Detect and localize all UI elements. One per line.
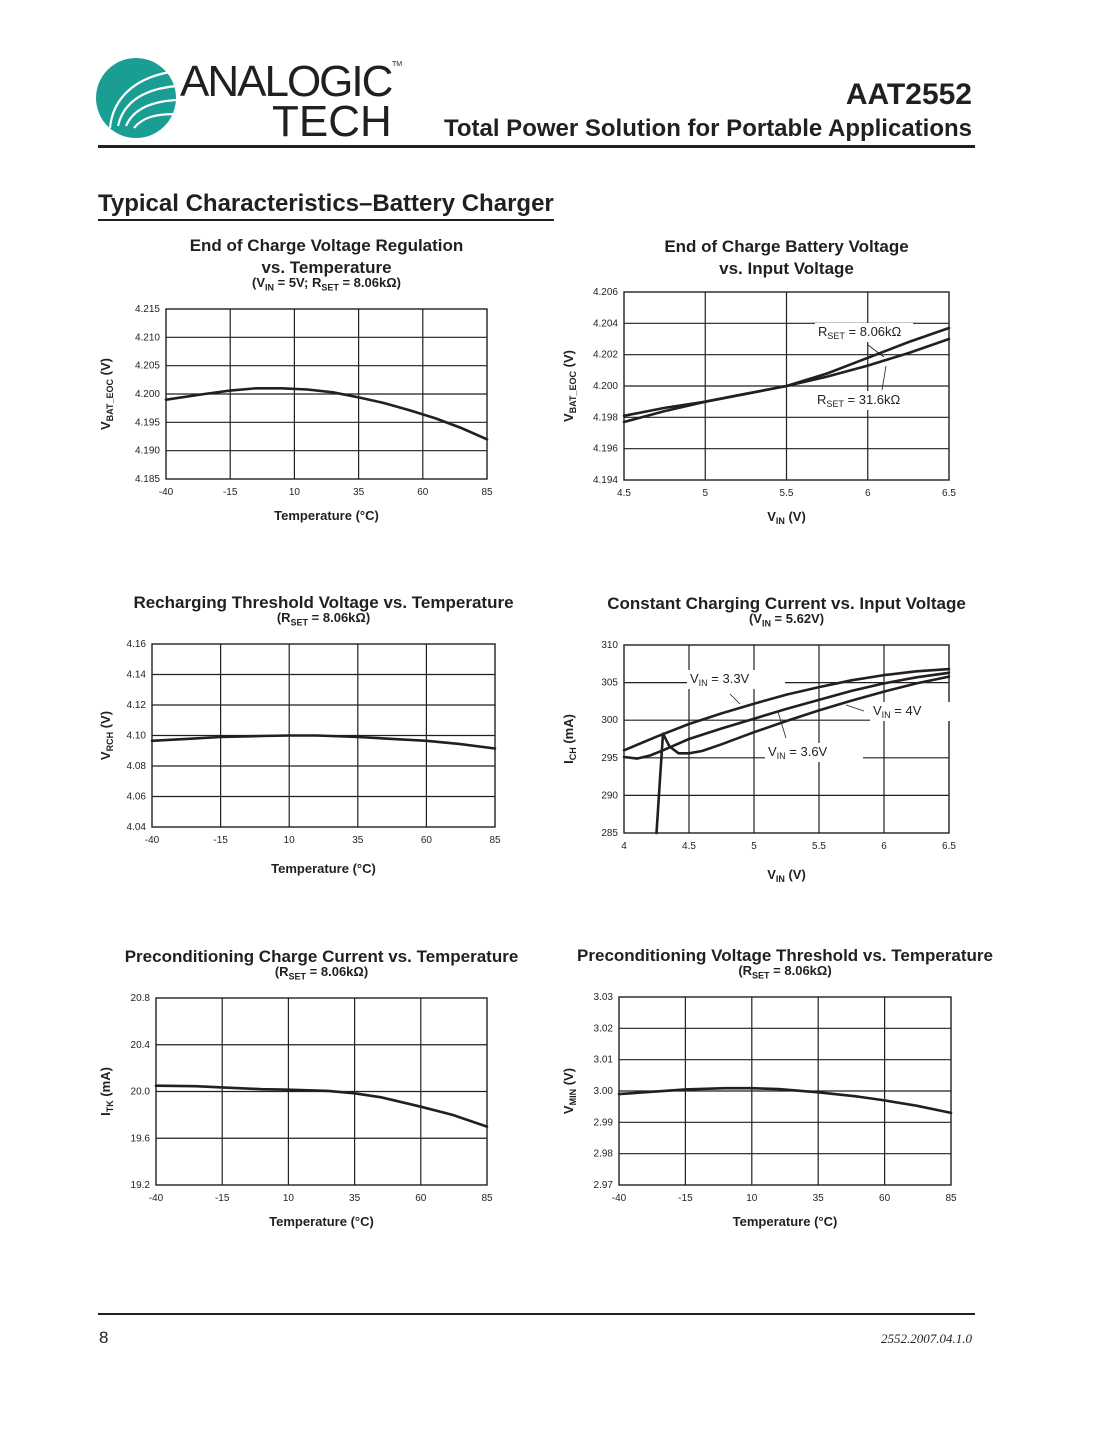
y-tick-label: 4.210	[134, 332, 160, 344]
x-tick-label: -40	[144, 835, 160, 846]
x-tick-label: 10	[282, 1193, 294, 1204]
x-axis-label: Temperature (°C)	[732, 1214, 838, 1229]
chart-title: Preconditioning Voltage Threshold vs. Temperature	[577, 946, 993, 965]
y-tick-label: 4.08	[126, 761, 146, 772]
x-tick-label: 10	[288, 487, 300, 498]
y-tick-label: 3.00	[593, 1086, 613, 1097]
y-tick-label: 4.12	[126, 700, 146, 711]
chart-subtitle: $(R_{SET} = 8.06k\Omega)$	[276, 610, 371, 628]
chart-title: Recharging Threshold Voltage vs. Temperature	[133, 593, 514, 612]
chart-subtitle: $(R_{SET} = 8.06k\Omega)$	[738, 963, 832, 981]
y-tick-label: 4.16	[126, 639, 146, 650]
x-tick-label: -15	[213, 835, 228, 846]
x-tick-label: 4	[621, 841, 627, 852]
logo-text-analogic: ANALOGIC	[180, 57, 392, 106]
y-tick-label: 4.202	[592, 349, 618, 361]
y-tick-label: 295	[601, 752, 618, 764]
page-number: 8	[99, 1328, 109, 1347]
x-tick-label: 35	[353, 487, 365, 498]
x-tick-label: -40	[158, 487, 174, 498]
y-tick-label: 4.195	[134, 417, 160, 429]
x-tick-label: 4.5	[682, 841, 696, 852]
y-axis-label: $I_{TK}$ (mA)	[98, 1067, 115, 1116]
chart-subtitle: ($V_{IN} = 5V$; $R_{SET} = 8.06k\Omega$)	[252, 275, 401, 293]
chart-plot-c2	[554, 222, 1019, 550]
x-tick-label: 6	[864, 488, 871, 499]
y-axis-label: $I_{CH}$ (mA)	[561, 714, 578, 764]
y-tick-label: 4.194	[592, 475, 618, 486]
y-tick-label: 4.200	[134, 389, 160, 400]
x-tick-label: 10	[746, 1193, 758, 1204]
x-axis-label: Temperature (°C)	[274, 508, 379, 523]
part-number: AAT2552	[845, 78, 972, 111]
chart-plot-c4	[554, 575, 1019, 903]
x-tick-label: 35	[352, 835, 364, 846]
y-tick-label: 2.99	[593, 1117, 613, 1129]
y-tick-label: 4.204	[592, 318, 618, 330]
x-tick-label: 85	[945, 1193, 957, 1204]
y-tick-label: 4.206	[592, 287, 618, 298]
x-tick-label: 60	[879, 1193, 891, 1204]
chart-plot-c6	[549, 927, 1021, 1255]
chart-title: End of Charge Battery Voltage vs. Input Voltage	[664, 237, 909, 278]
series-label: $V_{IN} = 3.6V$	[768, 744, 828, 761]
x-axis-label: $V_{IN}$ (V)	[767, 509, 806, 526]
x-tick-label: -15	[678, 1193, 693, 1204]
y-tick-label: 19.2	[130, 1180, 150, 1191]
y-tick-label: 4.10	[126, 730, 146, 742]
y-tick-label: 20.0	[130, 1086, 150, 1098]
chart-plot-c3	[82, 574, 565, 897]
x-tick-label: -15	[222, 487, 238, 498]
footer-divider	[98, 1313, 975, 1315]
x-tick-label: 85	[489, 835, 501, 846]
logo-text-tech: TECH	[272, 97, 392, 140]
y-tick-label: 2.97	[593, 1180, 613, 1191]
x-tick-label: 85	[481, 1193, 493, 1204]
x-tick-label: 4.5	[617, 488, 631, 499]
logo-trademark: TM	[392, 61, 403, 68]
y-axis-label: $V_{BAT\_EOC}$ (V)	[561, 350, 578, 422]
x-tick-label: 10	[283, 835, 295, 846]
y-tick-label: 305	[601, 677, 618, 689]
y-axis-label: $V_{BAT\_EOC}$ (V)	[98, 358, 115, 430]
y-axis-label: $V_{MIN}$ (V)	[561, 1067, 578, 1115]
x-axis-label: $V_{IN}$ (V)	[767, 867, 806, 884]
y-tick-label: 290	[601, 790, 618, 802]
x-tick-label: 5	[751, 841, 757, 852]
x-tick-label: 60	[417, 487, 429, 498]
x-tick-label: 6.5	[942, 841, 956, 852]
chart-title: Preconditioning Charge Current vs. Temperature	[124, 947, 519, 966]
y-tick-label: 4.14	[126, 669, 146, 681]
y-tick-label: 20.4	[130, 1039, 150, 1051]
x-axis-label: Temperature (°C)	[271, 861, 376, 876]
section-title: Typical Characteristics–Battery Charger	[98, 190, 554, 221]
logo-globe-icon	[96, 58, 176, 138]
document-subtitle: Total Power Solution for Portable Applications	[443, 115, 972, 142]
y-tick-label: 4.198	[592, 412, 618, 424]
y-tick-label: 4.185	[134, 474, 160, 485]
y-tick-label: 4.205	[134, 360, 160, 372]
document-id: 2552.2007.04.1.0	[881, 1331, 972, 1346]
series-label: $V_{IN} = 3.3V$	[690, 671, 750, 688]
analogictech-logo	[96, 56, 416, 140]
series-label: $R_{SET} = 8.06k\Omega$	[818, 324, 902, 341]
series-label: $R_{SET} = 31.6k\Omega$	[817, 392, 901, 409]
chart-title: Constant Charging Current vs. Input Voltage	[607, 594, 966, 613]
x-tick-label: 5.5	[779, 488, 794, 499]
y-tick-label: 4.190	[134, 445, 160, 457]
chart-plot-c1	[96, 239, 557, 549]
x-tick-label: 5	[702, 488, 709, 499]
series-label: $V_{IN} = 4V$	[873, 703, 922, 720]
y-tick-label: 20.8	[130, 993, 150, 1004]
chart-subtitle: $(V_{IN} = 5.62V)$	[748, 611, 825, 629]
y-tick-label: 4.196	[592, 443, 618, 455]
x-tick-label: -15	[214, 1193, 230, 1204]
x-tick-label: 5.5	[812, 841, 826, 852]
y-tick-label: 4.06	[126, 791, 146, 803]
header-divider	[98, 145, 975, 148]
y-axis-label: $V_{RCH}$ (V)	[98, 710, 115, 761]
series-line	[152, 736, 495, 749]
series-line	[619, 1088, 951, 1113]
series-line	[166, 388, 487, 439]
chart-subtitle: $(R_{SET} = 8.06k\Omega)$	[274, 964, 369, 982]
y-tick-label: 3.02	[593, 1023, 613, 1035]
x-tick-label: 35	[812, 1193, 824, 1204]
chart-plot-c5	[86, 928, 557, 1255]
x-tick-label: 60	[420, 835, 432, 846]
chart-title: End of Charge Voltage Regulation vs. Temperature	[189, 236, 464, 277]
y-tick-label: 300	[601, 715, 618, 727]
y-tick-label: 4.200	[592, 381, 618, 392]
y-tick-label: 3.03	[593, 992, 613, 1003]
x-tick-label: 85	[481, 487, 493, 498]
x-axis-label: Temperature (°C)	[269, 1214, 374, 1229]
x-tick-label: -40	[611, 1193, 627, 1204]
y-tick-label: 3.01	[593, 1054, 613, 1066]
y-tick-label: 4.04	[126, 822, 146, 833]
y-tick-label: 310	[601, 640, 618, 651]
y-tick-label: 2.98	[593, 1148, 613, 1160]
x-tick-label: -40	[148, 1193, 164, 1204]
y-tick-label: 19.6	[130, 1133, 150, 1145]
y-tick-label: 4.215	[134, 304, 160, 315]
x-tick-label: 6	[881, 841, 887, 852]
x-tick-label: 35	[349, 1193, 361, 1204]
y-tick-label: 285	[601, 828, 618, 839]
x-tick-label: 6.5	[942, 488, 956, 499]
x-tick-label: 60	[415, 1193, 427, 1204]
